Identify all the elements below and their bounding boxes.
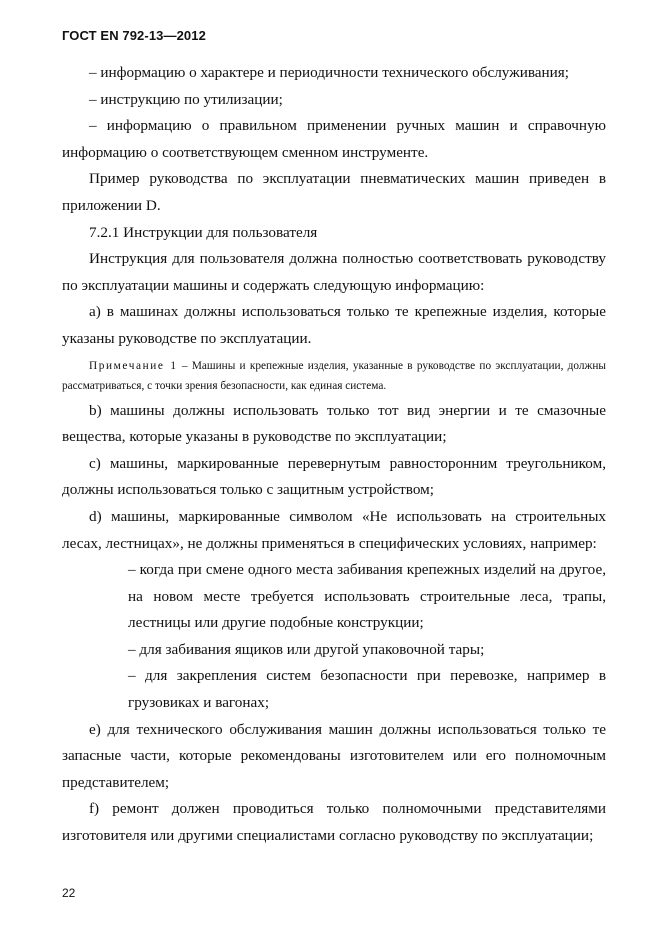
note-label: Примечание 1 (89, 359, 178, 372)
sublist-d (62, 557, 606, 717)
document-code-header: ГОСТ EN 792-13—2012 (62, 28, 206, 43)
paragraph-disposal-instruction: – инструкцию по утилизации; (89, 90, 283, 108)
list-item-d: d) машины, маркированные символом «Не использовать на строительных лесах, лестницах», не должны применяться в специфических условиях, например: (62, 507, 606, 552)
note-1 (62, 356, 606, 396)
sublist-item-transport: – для закрепления систем безопасности при перевозке, например в грузовиках и вагонах; (128, 667, 606, 712)
paragraph-maintenance-info: – информацию о характере и периодичности технического обслуживания; (89, 64, 569, 81)
note-text: – Машины и крепежные изделия, указанные в руководстве по эксплуатации, должны рассматриваться, с точки зрения безопасности, как единая система. (62, 359, 606, 392)
section-heading-7-2-1: 7.2.1 Инструкции для пользователя (89, 223, 318, 241)
page-body (62, 60, 606, 850)
list-item-c: c) машины, маркированные перевернутым равносторонним треугольником, должны использоваться только с защитным устройством; (62, 454, 606, 499)
paragraph-example-appendix: Пример руководства по эксплуатации пневматических машин приведен в приложении D. (62, 170, 606, 214)
page-number: 22 (62, 886, 76, 900)
list-item-f: f) ремонт должен проводиться только полномочными представителями изготовителя или другими специалистами согласно руководству по эксплуатации; (62, 800, 606, 845)
paragraph-user-instruction: Инструкция для пользователя должна полностью соответствовать руководству по эксплуатации машины и содержать следующую информацию: (62, 250, 606, 294)
sublist-item-scaffolding: – когда при смене одного места забивания крепежных изделий на другое, на новом месте требуется использовать строительные леса, трапы, лестницы или другие подобные конструкции; (128, 561, 606, 632)
sublist-item-boxes: – для забивания ящиков или другой упаковочной тары; (128, 640, 485, 658)
paragraph-correct-use-info: – информацию о правильном применении ручных машин и справочную информацию о соответствующем сменном инструменте. (62, 117, 606, 161)
list-item-b: b) машины должны использовать только тот вид энергии и те смазочные вещества, которые указаны в руководстве по эксплуатации; (62, 401, 606, 446)
list-item-e: e) для технического обслуживания машин должны использоваться только те запасные части, которые рекомендованы изготовителем или его полномочным представителем; (62, 720, 606, 791)
list-item-a: a) в машинах должны использоваться только те крепежные изделия, которые указаны руководстве по эксплуатации. (62, 303, 606, 347)
